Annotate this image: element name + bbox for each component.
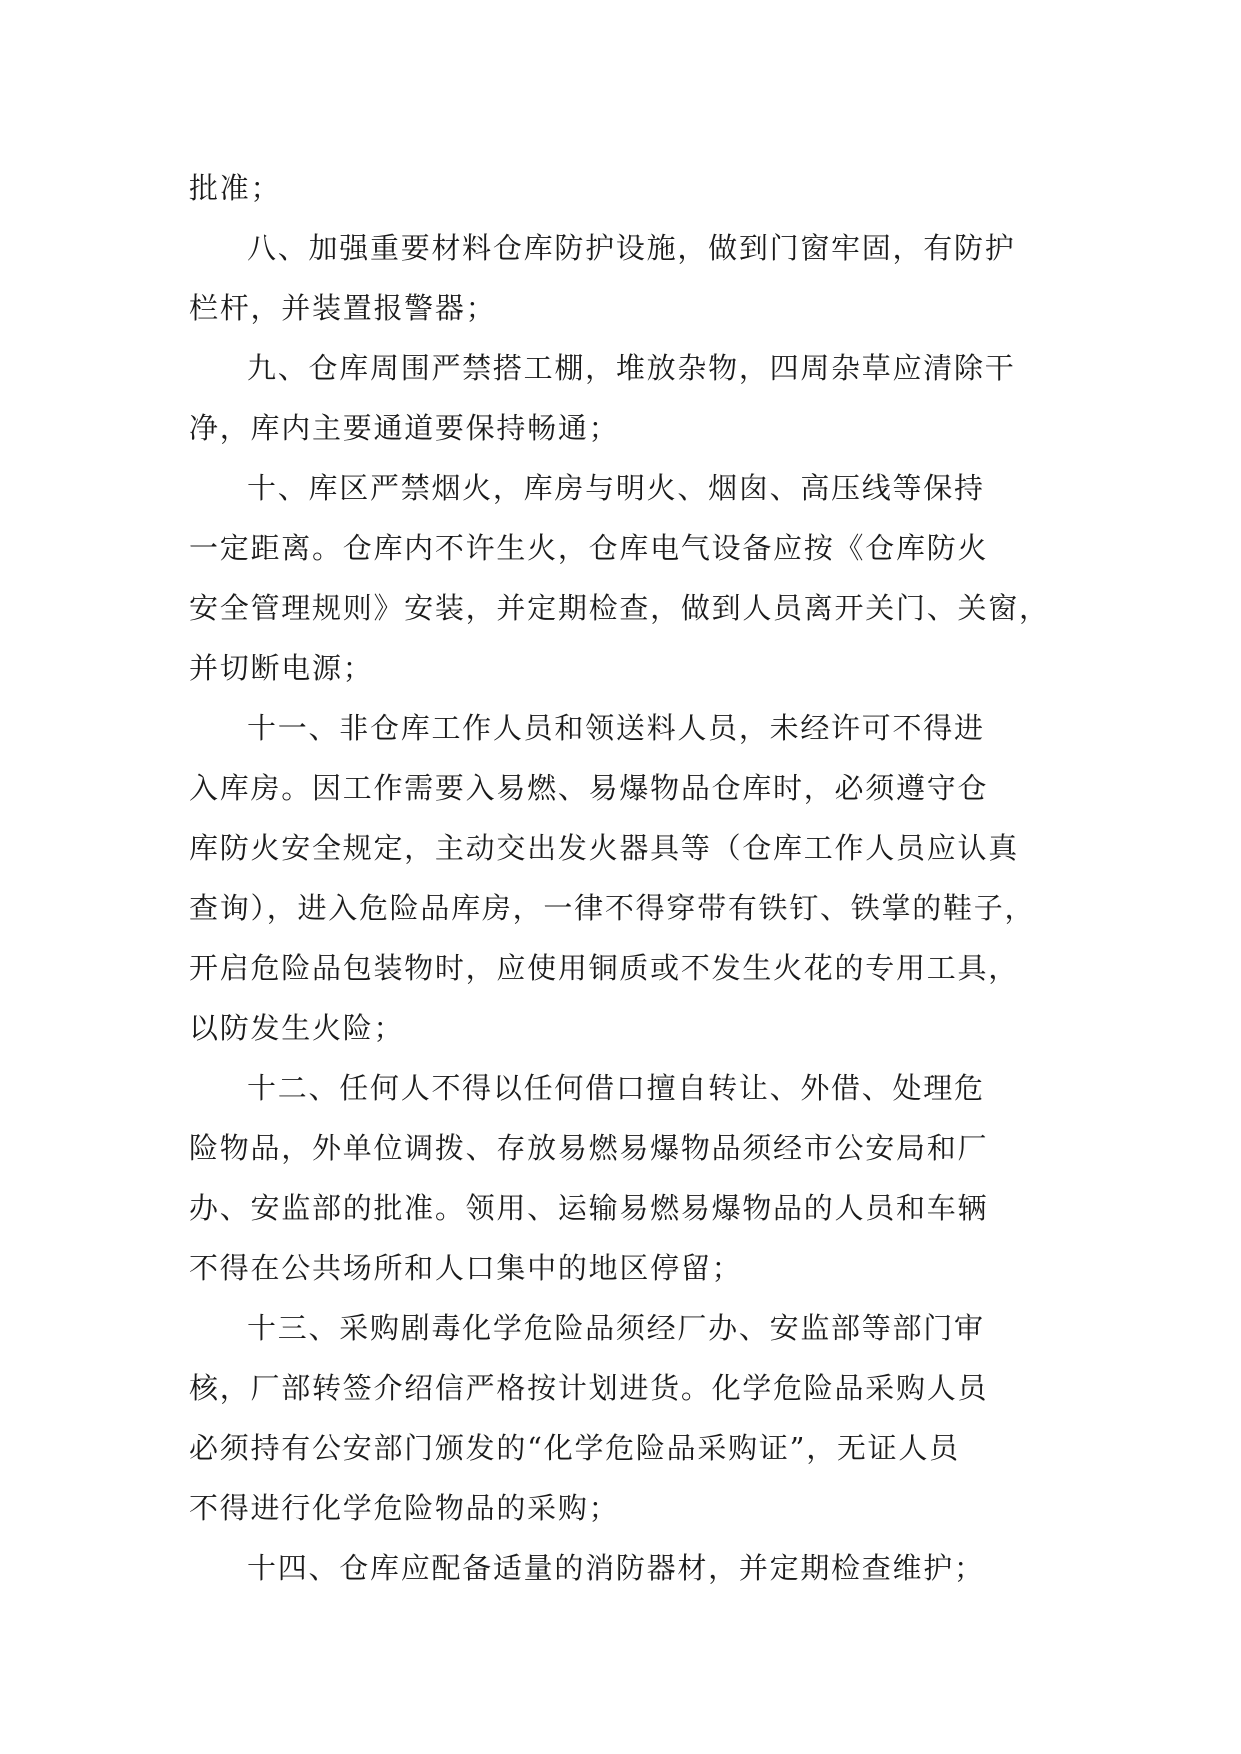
text-line: 查询），进入危险品库房，一律不得穿带有铁钉、铁掌的鞋子， [189,891,1036,925]
paragraph-item-14 [189,1538,1067,1598]
text-line: 批准； [189,171,282,205]
text-line: 办、安监部的批准。领用、运输易燃易爆物品的人员和车辆 [189,1191,989,1225]
text-line: 不得进行化学危险物品的采购； [189,1491,620,1525]
paragraph-item-13 [189,1298,1067,1538]
text-line: 净，库内主要通道要保持畅通； [189,411,620,445]
text-line: 并切断电源； [189,651,374,685]
text-line: 库防火安全规定，主动交出发火器具等（仓库工作人员应认真 [189,831,1019,865]
text-line: 十三、采购剧毒化学危险品须经厂办、安监部等部门审 [247,1311,985,1345]
paragraph-item-10 [189,458,1067,698]
text-line: 十一、非仓库工作人员和领送料人员，未经许可不得进 [247,711,985,745]
text-line: 栏杆，并装置报警器； [189,291,497,325]
text-line: 十四、仓库应配备适量的消防器材，并定期检查维护； [247,1551,985,1585]
text-line: 九、仓库周围严禁搭工棚，堆放杂物，四周杂草应清除干 [247,351,1016,385]
text-line: 一定距离。仓库内不许生火，仓库电气设备应按《仓库防火 [189,531,989,565]
text-line: 核，厂部转签介绍信严格按计划进货。化学危险品采购人员 [189,1371,989,1405]
paragraph-item-8 [189,218,1067,338]
text-line: 安全管理规则》安装，并定期检查，做到人员离开关门、关窗， [189,591,1050,625]
paragraph-continuation [189,158,1067,218]
text-line: 十、库区严禁烟火，库房与明火、烟囱、高压线等保持 [247,471,985,505]
text-line: 入库房。因工作需要入易燃、易爆物品仓库时，必须遵守仓 [189,771,989,805]
text-line: 八、加强重要材料仓库防护设施，做到门窗牢固，有防护 [247,231,1016,265]
document-page [189,158,1067,1598]
text-line: 险物品，外单位调拨、存放易燃易爆物品须经市公安局和厂 [189,1131,989,1165]
text-line: 十二、任何人不得以任何借口擅自转让、外借、处理危 [247,1071,985,1105]
paragraph-item-12 [189,1058,1067,1298]
text-line: 不得在公共场所和人口集中的地区停留； [189,1251,743,1285]
paragraph-item-11 [189,698,1067,1058]
text-line: 开启危险品包装物时，应使用铜质或不发生火花的专用工具， [189,951,1019,985]
text-line: 以防发生火险； [189,1011,405,1045]
paragraph-item-9 [189,338,1067,458]
text-line: 必须持有公安部门颁发的“化学危险品采购证”，无证人员 [189,1431,960,1465]
